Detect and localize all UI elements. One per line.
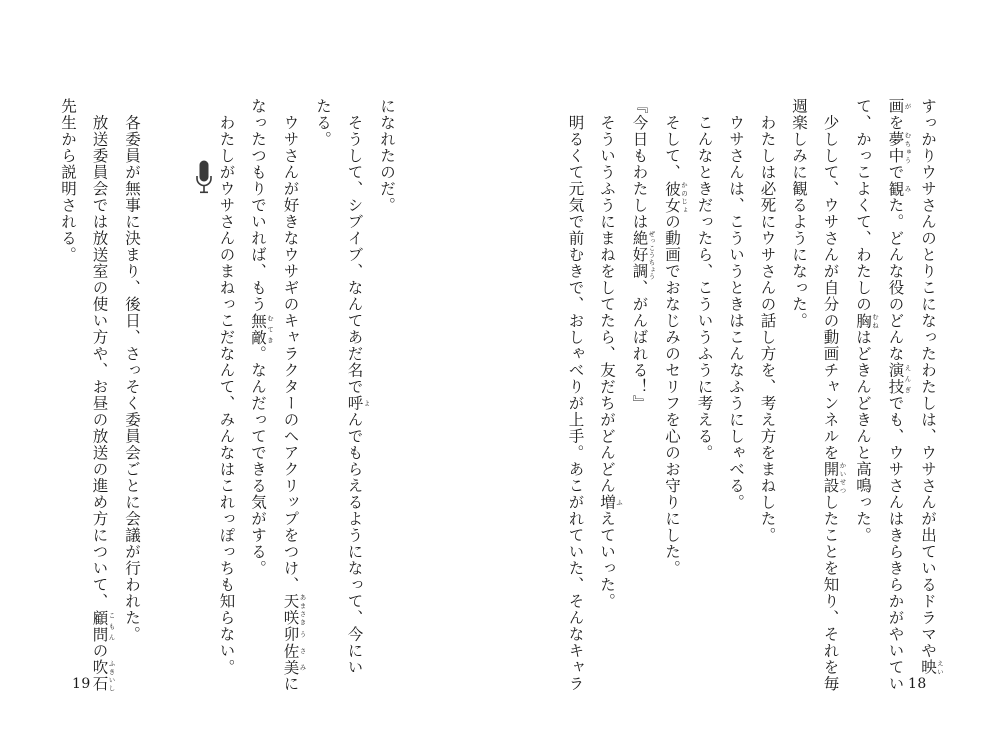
ruby-reading: こもん [107, 609, 116, 643]
ruby-reading: う [298, 626, 307, 643]
text-line: すっかりウサさんのとりこになったわたしは、ウサさんが出ているドラマや映 えい [919, 98, 944, 676]
text-line: 週楽しみに観るようになった。 [790, 98, 808, 329]
text-line: ウサさんは、こういうときはこんなふうにしゃべる。 [727, 98, 745, 511]
text-line: 明るくて元気で前むきで、おしゃべりが上手。あこがれていた、そんなキャラ [566, 98, 585, 692]
ruby-reading: かのじょ [680, 180, 688, 214]
text-line: て、かっこよくて、わたしの胸 むねはどきんどきんと高鳴った。 [854, 98, 879, 544]
page-number: 18 [908, 676, 927, 692]
text-line: 画 がを夢中 むちゅうで観 みた。どんな役のどんな演技 えんぎでも、ウサさんはきらきらかがやいてい [886, 98, 912, 692]
ruby-word: 観 み [886, 180, 912, 197]
ruby-reading: ぜっこうちょう [647, 230, 656, 280]
ruby-word: 増 ふ [598, 494, 623, 511]
ruby-reading: えんぎ [903, 362, 912, 395]
ruby-word: 夢中 むちゅう [886, 131, 912, 164]
text-line: 少しして、ウサさんが自分の動画チャンネルを開設 かいせつしたことを知り、それを毎 [821, 98, 847, 692]
ruby-reading: むね [871, 312, 879, 329]
text-line: ウサさんが好きなウサギのキャラクターのヘアクリップをつけ、天咲 あまさき卯 う佐美 さみに [281, 98, 307, 692]
text-line: 放送委員会では放送室の使い方や、お昼の放送の進め方について、顧問 こもんの吹石 ふきいし [90, 98, 116, 692]
ruby-reading: よ [362, 395, 371, 412]
text-line: わたしがウサさんのまねっこだなんて、みんなはこれっぽっちも知らない。 [217, 98, 236, 676]
text-line: たる。 [314, 98, 332, 148]
right-page [500, 0, 1000, 735]
text-line: こんなときだったら、こういうふうに考える。 [695, 98, 714, 461]
ruby-reading: かいせつ [838, 461, 847, 494]
text-line: そうして、シブイブ、なんてあだ名で呼 よんでもらえるようになって、今にい [345, 98, 371, 676]
ruby-reading: むてき [266, 312, 274, 346]
ruby-word: 呼 よ [345, 395, 371, 412]
ruby-reading: あまさき [298, 593, 307, 626]
ruby-word: 卯 う [281, 626, 307, 643]
ruby-word: 顧問 こもん [90, 609, 116, 643]
ruby-word: 彼女 かのじょ [663, 180, 688, 214]
ruby-word: 演技 えんぎ [886, 362, 912, 395]
ruby-reading: み [903, 180, 912, 197]
ruby-word: 胸 むね [854, 312, 879, 329]
ruby-reading: むちゅう [903, 131, 912, 164]
text-line: なったつもりでいれば、もう無敵 むてき。なんだってできる気がする。 [249, 98, 274, 577]
ruby-word: 映 えい [919, 659, 944, 676]
text-line: そして、彼女 かのじょの動画でおなじみのセリフを心のお守りにした。 [663, 98, 688, 577]
ruby-reading: えい [936, 659, 944, 676]
ruby-reading: ふきいし [107, 659, 116, 692]
microphone-icon [196, 160, 212, 194]
ruby-word: 開設 かいせつ [821, 461, 847, 494]
text-line: わたしは必死にウサさんの話し方を、考え方をまねした。 [758, 98, 777, 544]
text-line: 『今日もわたしは絶好調 ぜっこうちょう、がんばれる！』 [630, 98, 656, 412]
text-line: そういうふうにまねをしてたら、友だちがどんどん増 ふえていった。 [598, 98, 623, 610]
text-line: 各委員が無事に決まり、後日、さっそく委員会ごとに会議が行われた。 [123, 98, 141, 643]
ruby-reading: が [903, 98, 912, 115]
ruby-word: 絶好調 ぜっこうちょう [630, 230, 656, 280]
text-line: になれたのだ。 [378, 98, 396, 214]
ruby-reading: ふ [615, 494, 623, 511]
ruby-word: 天咲 あまさき [281, 593, 307, 626]
page-number: 19 [72, 676, 91, 692]
text-line: 先生から説明される。 [59, 98, 77, 263]
ruby-word: 佐美 さみ [281, 642, 307, 676]
ruby-word: 無敵 むてき [249, 312, 274, 346]
ruby-reading: さみ [298, 642, 307, 676]
ruby-word: 吹石 ふきいし [90, 659, 116, 692]
ruby-word: 画 が [886, 98, 912, 115]
